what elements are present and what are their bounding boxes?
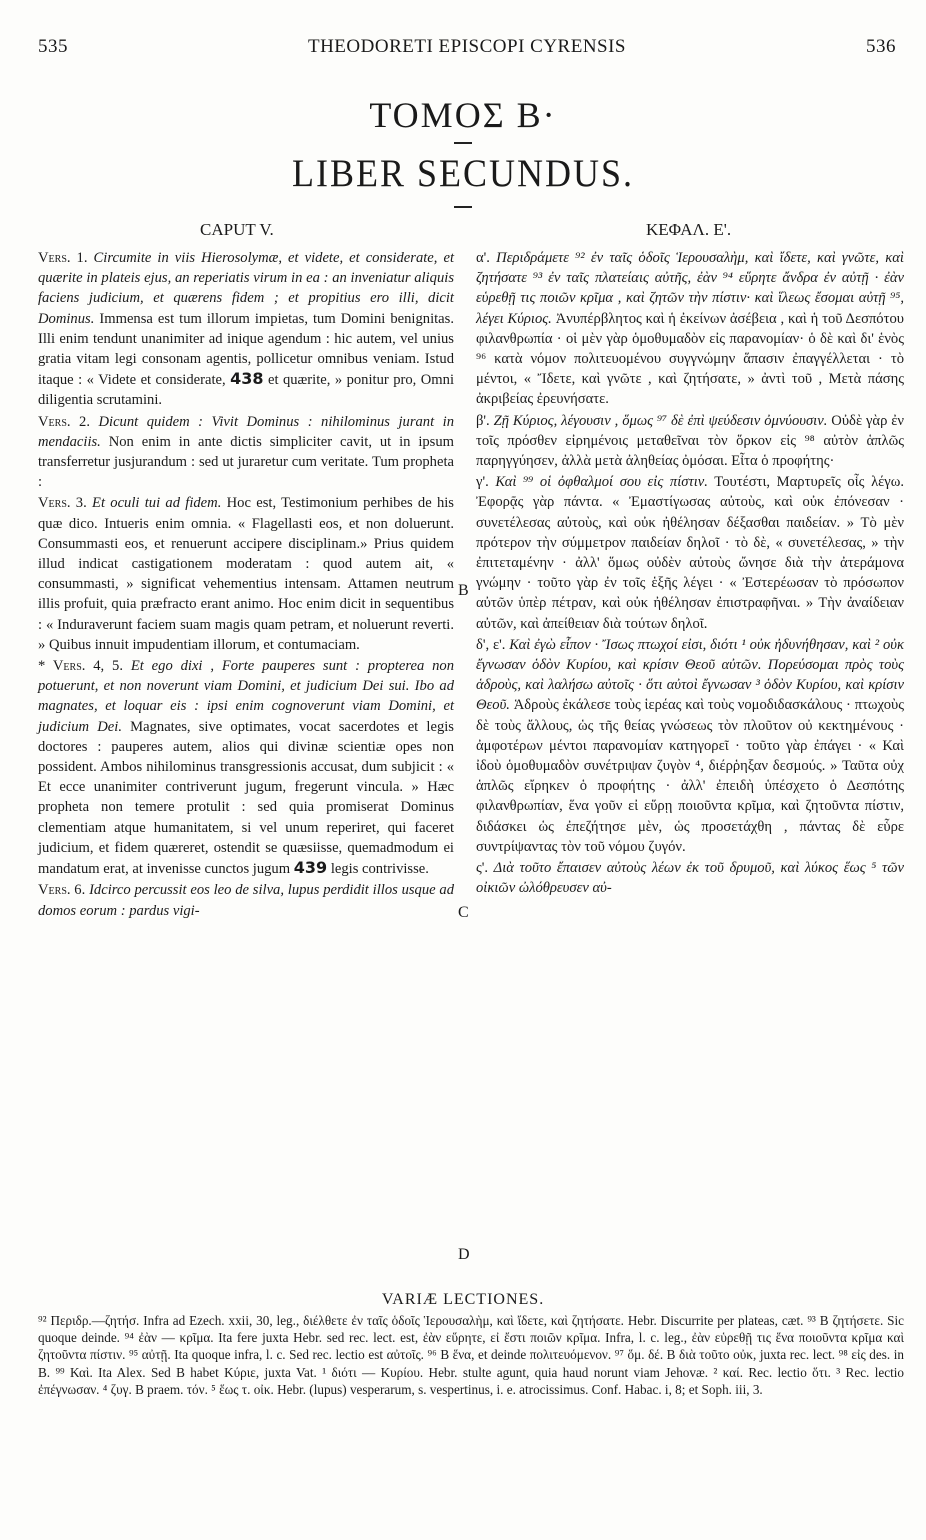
commentary-text: Immensa est tum illorum impietas, tum Domini benignitas. Illi enim tendunt unanimiter ad inique agendum : hic autem, vel unius gratia vitam legi consonam agentis, pollicetur omnibus veniam. Istud itaque : « Videte et considerate, [38,310,454,389]
verse-quote: Περιδράμετε ⁹² ἐν ταῖς ὁδοῖς Ἱερουσαλὴμ, καὶ ἴδετε, καὶ γνῶτε, καὶ ζητήσατε ⁹³ ἐν ταῖς πλατείαις αὐτῆς, ἐὰν ⁹⁴ εὕρητε ἄνδρα ἐν αὐτῇ · ἐὰν εὑρεθῇ τις ποιῶν κρῖμα , καὶ ζητῶν τὴν πίστιν· καὶ ἵλεως ἔσομαι αὐτῇ ⁹⁵, λέγει Κύριος. [476,250,904,327]
tome-title: ΤΟΜΟΣ Β· [369,95,557,135]
commentary-text: Hoc est, Testimonium perhibes de his quæ dico. Intueris enim omnia. « Flagellasti eos, et non doluerunt. Consummasti eos, et renuerunt accipere disciplinam.» Prius quidem illud indicat castigationem moderatam : quod autem ait, « consummasti, » significat vehementius intensam. Attamen neutrum illis profuit, quia præfracto erant animo. Hoc enim dicit in sequentibus : « Induraverunt faciem suam magis quam petram, et noluerunt reverti. » Quibus innuit impudentiam illorum, et contumaciam. [38,495,454,653]
greek-verse-1 [476,248,904,410]
verse-quote: Et oculi tui ad fidem. [92,495,222,512]
greek-verse-4 [476,635,904,857]
verse-quote: Idcirco percussit eos leo de silva, lupus perdidit illos usque ad domos eorum : pardus vigi- [38,882,454,919]
verse-label: Vers. 6. [38,882,86,899]
verse-quote: Καὶ ἐγὼ εἶπον · Ἴσως πτωχοί εἰσι, διότι ¹ οὐκ ἠδυνήθησαν, καὶ ² οὐκ ἔγνωσαν ὁδὸν Κυρίου, καὶ κρίσιν Θεοῦ αὐτῶν. Πορεύσομαι πρὸς τοὺς ἁδροὺς, καὶ λαλήσω αὐτοῖς · ὅτι αὐτοὶ ἔγνωσαν ³ ὁδὸν Κυρίου, καὶ κρίσιν Θεοῦ. [476,636,904,714]
commentary-text: Ἀνυπέρβλητος καὶ ἡ ἐκείνων ἀσέβεια , καὶ ἡ τοῦ Δεσπότου φιλανθρωπία · οἱ μὲν γὰρ ὁμοθυμαδὸν εἰς παρανομίαν· ὁ δὲ καὶ δι' ἑνὸς ⁹⁶ κατὰ νόμον πολιτευομένου συγγνώμην ἅπασιν ἐπαγγέλλεται · τὸ μέντοι, « Ἴδετε, καὶ γνῶτε , καὶ ζητήσατε, » ἀντὶ τοῦ , Μετὰ πάσης ἀκριβείας ἐρευνήσατε. [476,310,904,408]
commentary-text: Οὐδὲ γὰρ ἐν τοῖς πρόσθεν εἰρημένοις μεταθεῖναι τὸν ὅρκον εἰς ⁹⁸ αὐτὸν ἁπλῶς παρηγγύησεν, ἀλλὰ μετὰ ἀληθείας ὀμόσαι. Εἶτα ὁ προφήτης· [476,412,905,470]
verse-label: Vers. 1. [38,250,88,266]
column-marker: 438 [230,369,264,389]
latin-verse-2 [38,412,454,493]
title-rule [454,142,472,144]
running-head [38,36,896,62]
variants-heading: VARIÆ LECTIONES. [381,1291,545,1308]
commentary-text: et quærite, » ponitur pro, Omni diligentia scrutamini. [38,372,454,409]
verse-label: Vers. 3. [38,495,87,512]
verse-label: γ'. [476,474,489,491]
greek-verse-3 [476,472,904,634]
verse-quote: Et ego dixi , Forte pauperes sunt : propterea non potuerunt, et non noverunt viam Domini, et judicium Dei sui. Ibo ad magnates, et loquar eis : ipsi enim cognoverunt viam Domini, et judicium Dei. [38,658,454,735]
commentary-text: Τουτέστι, Μαρτυρεῖς οἷς λέγω. Ἐφορᾷς γὰρ πάντα. « Ἐμαστίγωσας αὐτοὺς, καὶ οὐκ ἐπόνεσαν · συνετέλεσας αὐτοὺς, καὶ οὐκ ἠθέλησαν δέξασθαι παιδείαν. » Τὸ μὲν πρότερον τὴν σύμμετρον παιδείαν δηλοῖ · τὸ δὲ, « συνετέλεσας, » τὴν ἐπιτεταμένην · ἀλλ' ὅμως οὐδὲν αὐτοὺς ὤνησε διὰ τὴν ἀτεράμονα γνώμην · τοῦτο γὰρ ἐν τοῖς ἑξῆς λέγει · « Ἐστερέωσαν τὸ πρόσωπον αὐτῶν ὑπὲρ πέτραν, καὶ οὐκ ἠθέλησαν ἐπιστραφῆναι. » Τὴν ἀναίδειαν αὐτῶν, καὶ ἀπείθειαν διὰ τούτων δηλοῖ. [476,474,904,632]
verse-label: δ', ε'. [476,636,506,653]
commentary-text: Ἁδροὺς ἐκάλεσε τοὺς ἱερέας καὶ τοὺς νομοδιδασκάλους · πτωχοὺς δὲ τοὺς ἄλλους, ὡς τῆς θείας γνώσεως τὸν πλοῦτον οὐ κεκτημένους · ἀμφοτέρων μέντοι παρανομίαν κατηγορεῖ · τοῦτο γὰρ ἐπάγει · « Καὶ ἰδοὺ ὁμοθυμαδὸν συνέτριψαν ζυγὸν ⁴, διέρῥηξαν δεσμούς. » Ταῦτα οὐχ ἁπλῶς εἴρηκεν ὁ προφήτης · ἀλλ' ἐπειδὴ ὑπέσχετο ὁ Δεσπότης φιλανθρωπίαν, ἕνα γοῦν εἰ εὕρῃ ποιοῦντα κρῖμα, καὶ ζητοῦντα πίστιν, διδάσκει ὡς ἐπεζήτησε μὲν, ὡς προσετάχθη , πάντας δὲ εὗρε συντρίψαντας τὸν τοῦ νόμου ζυγόν. [476,697,904,855]
left-chapter-heading: CAPUT V. [200,220,274,239]
verse-label: * Vers. 4, 5. [38,658,123,675]
commentary-text: Non enim in ante dictis simpliciter cavit, ut in ipsum transferretur jusjurandum : sed ut juraretur cum veritate. Tum propheta : [38,433,455,491]
running-title: THEODORETI EPISCOPI CYRENSIS [307,36,627,57]
variant-notes: ⁹² Περιδρ.—ζητήσ. Infra ad Ezech. xxii, 30, leg., διέλθετε ἐν ταῖς ὁδοῖς Ἱερουσαλὴμ, καὶ ἴδετε, καὶ ζητήσατε. Hebr. Discurrite per plateas, cæt. ⁹³ B ζητήσετε. Sic quoque deinde. ⁹⁴ ἐὰν — κρῖμα. Ita fere juxta Hebr. sed rec. lect. est, ἐὰν εὕρητε, εἰ ἔστι ποιῶν κρῖμα. Infra, l. c. leg., ἐὰν εὑρεθῇ τις ἕνα ποιοῦντα κρῖμα καὶ ζητοῦντα πίστιν. ⁹⁵ αὐτῇ. Ita quoque infra, l. c. Sed rec. lectio est αὐτοῖς. ⁹⁶ B ἕνα, et deinde πολιτευόμενον. ⁹⁷ ὅμ. δέ. B διὰ τοῦτο οὐκ, juxta rec. lect. ⁹⁸ εἰς des. in B. ⁹⁹ Καὶ. Ita Alex. Sed B habet Κύριε, juxta Vat. ¹ διότι — Κυρίου. Hebr. stulte agunt, quia haud norunt viam Jehovæ. ² καί. Rec. lectio ὅτι. ³ Rec. lectio ἐπέγνωσαν. ⁴ ζυγ. B praem. τόν. ⁵ ἕως τ. οἰκ. Hebr. (lupus) vesperarum, s. vespertinus, i. e. atrocissimus. Conf. Habac. i, 8; et Soph. iii, 3. [38,1313,904,1397]
latin-verse-3 [38,493,454,655]
greek-verse-6 [476,858,904,898]
verse-label: ς'. [476,860,489,877]
verse-quote: Ζῇ Κύριος, λέγουσιν , ὅμως ⁹⁷ δὲ ἐπὶ ψεύδεσιν ὀμνύουσιν. [493,412,828,429]
greek-column [476,248,904,900]
margin-letter-d: D [458,1246,470,1263]
verse-quote: Διὰ τοῦτο ἔπαισεν αὐτοὺς λέων ἐκ τοῦ δρυμοῦ, καὶ λύκος ἕως ⁵ τῶν οἰκιῶν ὠλόθρευσεν αὐ- [476,860,904,897]
commentary-text: legis contrivisse. [330,861,429,878]
greek-verse-2 [476,411,904,472]
column-marker: 439 [293,858,328,878]
verse-quote: Καὶ ⁹⁹ οἱ ὀφθαλμοί σου εἰς πίστιν. [495,474,708,491]
left-page-number: 535 [38,36,68,57]
verse-label: α'. [476,250,490,266]
latin-verse-4 [38,656,454,879]
verse-label: Vers. 2. [38,413,90,430]
verse-label: β'. [476,412,490,429]
commentary-text: Magnates, sive optimates, vocat sacerdotes et legis doctores : pauperes autem, alios qui divinæ scientiæ opes non possident. Ambos nihilominus transgressionis accusat, dum subjicit : « Et ecce unanimiter contriverunt jugum, fregerunt vincula. » Hæc propheta non temere protulit : sed quia promiserat Dominus clementiam atque humanitatem, si vel unum reperiret, qui faceret judicium, et fidem quæreret, ostendit se quæsiisse, quemadmodum ei mandatum erat, at invenisse cunctos jugum [38,718,454,878]
liber-title: LIBER SECUNDUS. [291,151,635,195]
latin-column [38,248,454,922]
latin-verse-1 [38,248,454,411]
verse-quote: Circumite in viis Hierosolymæ, et videte, et considerate, et quærite in plateis ejus, an reperiatis virum in ea : an inveniatur aliquis faciens judicium, et quærens fidem ; et propitius ero illi, dicit Dominus. [38,250,454,327]
latin-verse-6 [38,880,454,920]
right-chapter-heading: ΚΕΦΑΛ. Ε'. [646,220,732,239]
right-page-number: 536 [866,36,896,57]
margin-letter-c: C [458,904,469,921]
verse-quote: Dicunt quidem : Vivit Dominus : nihilominus jurant in mendaciis. [38,413,454,450]
margin-letter-b: B [458,582,469,599]
title-rule [454,206,472,208]
